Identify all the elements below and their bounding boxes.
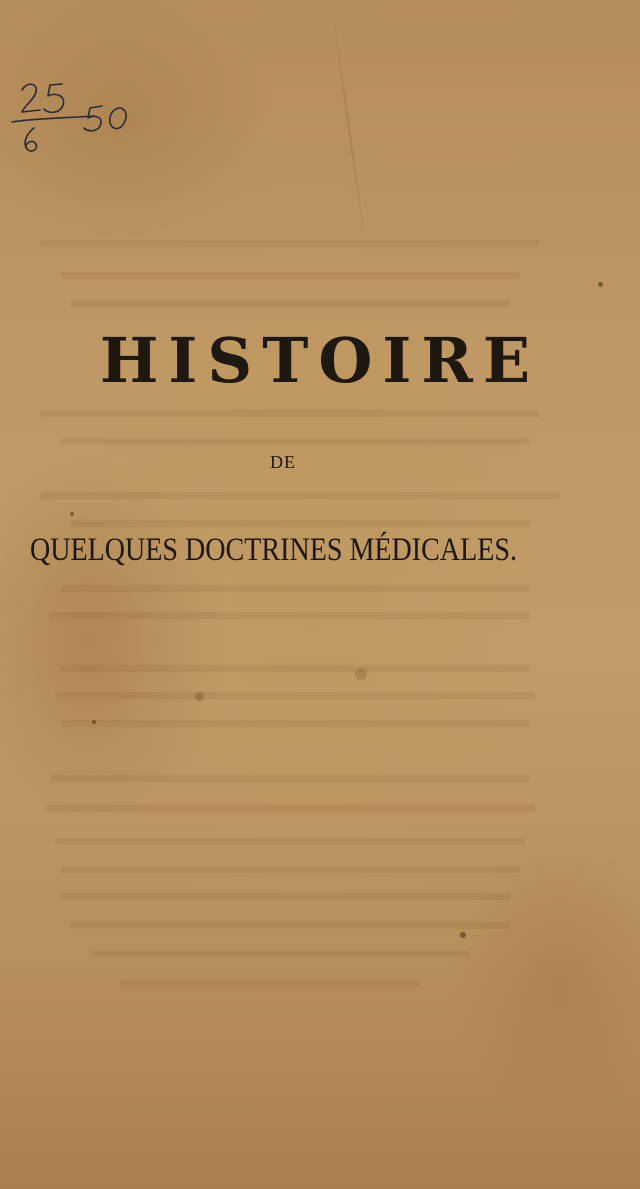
bleed-through-line <box>55 838 525 845</box>
bleed-through-line <box>70 520 530 527</box>
bleed-through-line <box>70 300 510 307</box>
foxing-spot <box>355 668 367 680</box>
foxing-spot <box>70 512 74 516</box>
bleed-through-line <box>55 692 535 699</box>
bleed-through-line <box>40 240 540 247</box>
foxing-spot <box>460 932 466 938</box>
bleed-through-line <box>90 950 470 957</box>
title-preposition: DE <box>270 452 296 472</box>
book-subtitle: QUELQUES DOCTRINES MÉDICALES. <box>30 532 517 568</box>
bleed-through-line <box>60 438 530 445</box>
bleed-through-line <box>45 805 535 812</box>
bleed-through-line <box>60 585 530 592</box>
bleed-through-line <box>120 980 420 987</box>
bleed-through-line <box>40 410 540 417</box>
bleed-through-line <box>50 775 530 782</box>
foxing-spot <box>92 720 96 724</box>
bleed-through-line <box>60 866 520 873</box>
bleed-through-line <box>60 272 520 279</box>
handwritten-shelf-mark <box>8 72 138 162</box>
bleed-through-line <box>70 922 510 929</box>
bleed-through-line <box>60 893 510 900</box>
foxing-spot <box>195 692 204 701</box>
book-title: HISTOIRE <box>99 324 541 397</box>
bleed-through-line <box>50 612 530 619</box>
paper-fold-mark <box>330 0 368 258</box>
bleed-through-line <box>60 720 530 727</box>
bleed-through-line <box>40 492 560 499</box>
bleed-through-line <box>60 665 530 672</box>
foxing-spot <box>598 282 603 287</box>
